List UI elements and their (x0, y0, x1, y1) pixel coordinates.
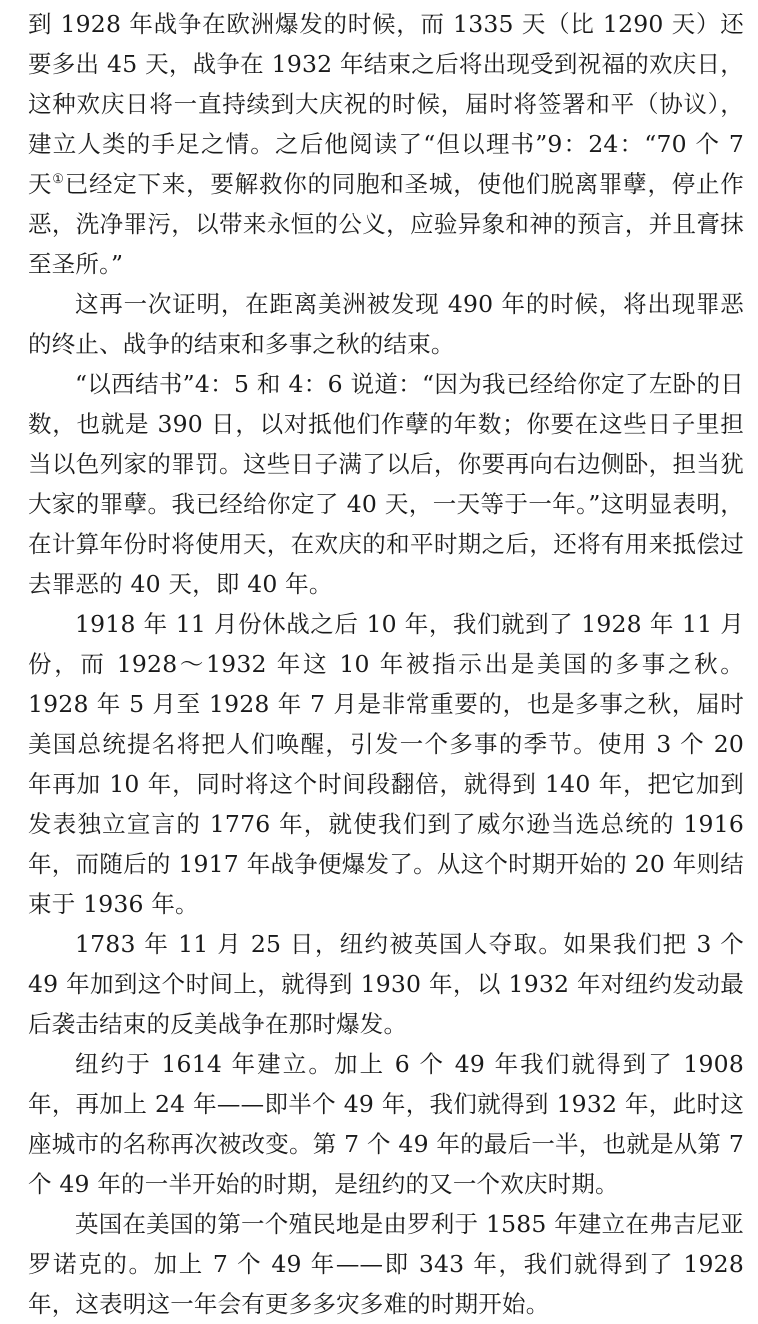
paragraph-1-text-b: 已经定下来，要解救你的同胞和圣城，使他们脱离罪孽，停止作恶，洗净罪污，以带来永恒的公义，应验异象和神的预言，并且膏抹至圣所。” (28, 170, 744, 278)
paragraph-7: 英国在美国的第一个殖民地是由罗利于 1585 年建立在弗吉尼亚罗诺克的。加上 7 个 49 年——即 343 年，我们就得到了 1928 年，这表明这一年会有更多多灾多难的时期开始。 (28, 1210, 744, 1318)
paragraph-2: 这再一次证明，在距离美洲被发现 490 年的时候，将出现罪恶的终止、战争的结束和多事之秋的结束。 (28, 290, 744, 358)
paragraph-6: 纽约于 1614 年建立。加上 6 个 49 年我们就得到了 1908 年，再加上 24 年——即半个 49 年，我们就得到 1932 年，此时这座城市的名称再次被改变。第 7 个 49 年的最后一半，也就是从第 7 个 49 年的一半开始的时期，是纽约的又一个欢庆时期。 (28, 1050, 744, 1198)
paragraph-4: 1918 年 11 月份休战之后 10 年，我们就到了 1928 年 11 月份，而 1928～1932 年这 10 年被指示出是美国的多事之秋。1928 年 5 月至 1928 年 7 月是非常重要的，也是多事之秋，届时美国总统提名将把人们唤醒，引发一个多事的季节。使用 3 个 20 年再加 10 年，同时将这个时间段翻倍，就得到 140 年，把它加到发表独立宣言的 1776 年，就使我们到了威尔逊当选总统的 1916 年，而随后的 1917 年战争便爆发了。从这个时期开始的 20 年则结束于 1936 年。 (28, 610, 744, 918)
footnote-marker: ① (52, 172, 65, 188)
paragraph-1-text-a: 到 1928 年战争在欧洲爆发的时候，而 1335 天（比 1290 天）还要多出 45 天，战争在 1932 年结束之后将出现受到祝福的欢庆日，这种欢庆日将一直持续到大庆祝的时候，届时将签署和平（协议），建立人类的手足之情。之后他阅读了“但以理书”9：24：“70 个 7 天 (28, 10, 744, 198)
paragraph-1 (28, 4, 744, 284)
paragraph-5: 1783 年 11 月 25 日，纽约被英国人夺取。如果我们把 3 个 49 年加到这个时间上，就得到 1930 年，以 1932 年对纽约发动最后袭击结束的反美战争在那时爆发。 (28, 930, 744, 1038)
paragraph-3: “以西结书”4：5 和 4：6 说道：“因为我已经给你定了左卧的日数，也就是 390 日，以对抵他们作孽的年数；你要在这些日子里担当以色列家的罪罚。这些日子满了以后，你要再向右边侧卧，担当犹大家的罪孽。我已经给你定了 40 天，一天等于一年。”这明显表明，在计算年份时将使用天，在欢庆的和平时期之后，还将有用来抵偿过去罪恶的 40 天，即 40 年。 (28, 370, 744, 598)
document-page (28, 4, 744, 1324)
